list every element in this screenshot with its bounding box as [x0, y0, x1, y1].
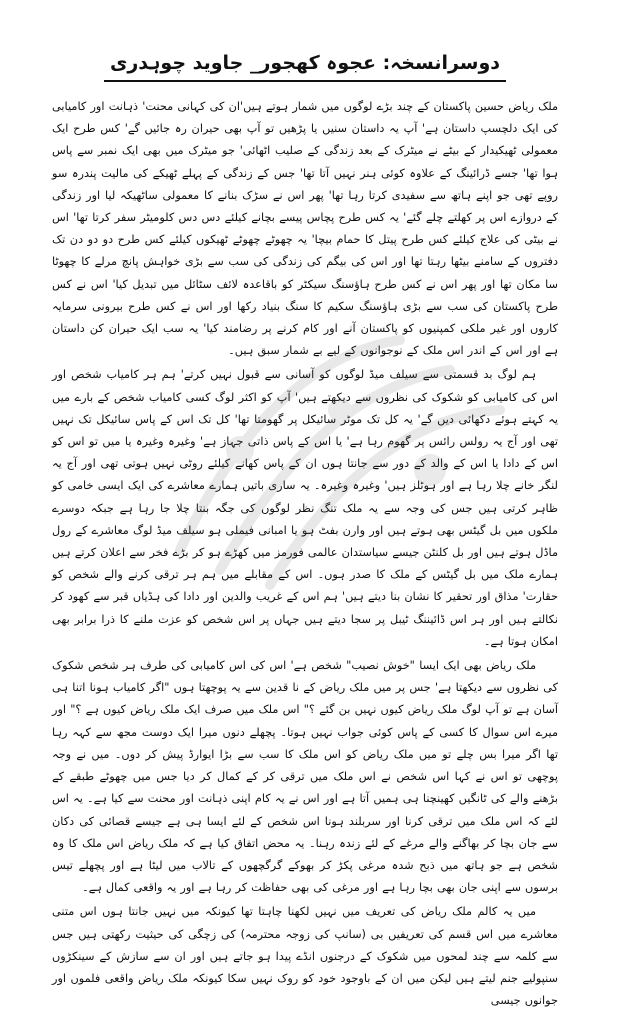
article-title-text: دوسرانسخہ: عجوہ کھجور_ جاوید چوہدری — [104, 48, 506, 82]
paragraph-1: ملک ریاض حسین پاکستان کے چند بڑے لوگوں میں شمار ہوتے ہیں'ان کی کہانی محنت' ذہانت اور کامیابی کی ایک دلچسپ داستان ہے' آپ یہ داستان سنیں یا پڑھیں تو آپ بھی حیران رہ جائیں گے' کس طرح ایک معمولی ٹھیکیدار کے بیٹے نے میٹرک کے بعد زندگی کے صلیب اٹھائی' جو میٹرک میں بھی ایک نمبر سے پاس ہوا تھا' جسے ڈرائینگ کے علاوہ کوئی ہنر نہیں آتا تھا' جس کے زندگی کے پہلے ٹھیکے کی مالیت پندرہ سو روپے تھی جو اپنے ہاتھ سے سفیدی کرتا رہا تھا' پھر اس نے سڑک بنانے کا معمولی ساٹھیکہ لیا اور زندگی کے دروازے اس پر کھلتے چلے گئے' یہ کس طرح پچاس پیسے بچانے کیلئے دس دس کلومیٹر سفر کرتا تھا' اس نے بیٹی کی علاج کیلئے کس طرح پیتل کا حمام بیچا' یہ چھوٹے چھوٹے ٹھیکوں کیلئے کس طرح دو دو دن تک دفتروں کے سامنے بیٹھا رہتا تھا اور اس کی بیگم کی زندگی کی سب سے بڑی خواہش پانچ مرلے کا چھوٹا سا مکان تھا اور پھر اس نے کس طرح ہاؤسنگ سیکٹر کو باقاعدہ لائف سٹائل میں تبدیل کیا' اس نے کس طرح پاکستان کی سب سے بڑی ہاؤسنگ سکیم کا سنگ بنیاد رکھا اور اس نے کس طرح بیرونی سرمایہ کاروں اور غیر ملکی کمپنیوں کو پاکستان آنے اور کام کرنے پر رضامند کیا' یہ سب ایک حیران کن داستان ہے اور اس کے اندر اس ملک کے نوجوانوں کے لیے بے شمار سبق ہیں۔ — [52, 100, 558, 358]
paragraph-3: ملک ریاض بھی ایک ایسا "خوش نصیب" شخص ہے' اس کی اس کامیابی کی طرف ہر شخص شکوک کی نظروں سے دیکھتا ہے' جس پر میں ملک ریاض کے نا قدین سے یہ پوچھتا ہوں "اگر کامیاب ہونا اتنا ہی آسان ہے تو آپ لوگ ملک ریاض کیوں نہیں بن گئے ؟" اس ملک میں صرف ایک ملک ریاض کیوں ہے ؟" اور میرے اس سوال کا کسی کے پاس کوئی جواب نہیں ہوتا۔ پچھلے دنوں میرا ایک دوست مجھ سے کہہ رہا تھا اگر میرا بس چلے تو میں ملک ریاض کو اس ملک کا سب سے بڑا ایوارڈ پیش کر دوں۔ میں نے وجہ پوچھی تو اس نے کہا اس شخص نے اس ملک میں ترقی کر کے کمال کر دیا جس میں چھوٹے طبقے کے بڑھنے والے کی ٹانگیں کھینچنا ہی ہمیں آتا ہے اور اس نے یہ کام اپنی ذہانت اور محنت سے کیا ہے۔ یہ اس لئے کہ اس ملک میں ترقی کرنا اور سربلند ہونا اس شخص کے لئے ایسا ہی ہے جیسے قصائی کی دکان سے جان بچا کر بھاگنے والے مرغے کے لئے زندہ رہنا۔ یہ محض اتفاق کیا ہے کہ ملک ریاض اس ملک کا وہ شخص ہے جو ہاتھ میں ذبح شدہ مرغی پکڑ کر بھوکے گرگچھوں کے تالاب میں لیٹا ہے اور پچھلے تیس برسوں سے اپنی جان بھی بچا رہا ہے اور مرغی کی بھی حفاظت کر رہا ہے اور یہ واقعی کمال ہے۔ — [52, 659, 558, 895]
article-title — [52, 48, 558, 82]
paragraph-4: میں یہ کالم ملک ریاض کی تعریف میں نہیں لکھنا چاہتا تھا کیونکہ میں نہیں جانتا ہوں اس متنی معاشرے میں اس قسم کی تعریفیں بی (سانپ کی زوجہ محترمہ) کی زچگی کی حیثیت رکھتی ہیں جس سے کلمہ سے چند لمحوں میں شکوک کے درجنوں انڈے پیدا ہو جاتے ہیں اور ان سے سازش کے سینکڑوں سنپولیے جنم لیتے ہیں لیکن میں ان کے باوجود خود کو روک نہیں سکا کیونکہ ملک ریاض واقعی فلموں اور جوانوں جیسی — [52, 905, 558, 1008]
paragraph-2: ہم لوگ بد قسمتی سے سیلف میڈ لوگوں کو آسانی سے قبول نہیں کرتے' ہم ہر کامیاب شخص اور اس کی کامیابی کو شکوک کی نظروں سے دیکھتے ہیں' آپ کو اکثر لوگ کسی کامیاب شخص کے بارے میں یہ کہتے ہوئے دکھائی دیں گے' یہ کل تک موٹر سائیکل پر گھومتا تھا' کل تک اس کے پاس سائیکل تک نہیں تھی اور آج یہ رولس رائس پر گھوم رہا ہے' یا اس کے پاس ذاتی جہاز ہے' وغیرہ وغیرہ یا میں تو اس کو اس کے دادا یا اس کے والد کے دور سے جانتا ہوں ان کے پاس کھانے کیلئے روٹی نہیں ہوتی تھی اور آج یہ لنگر خانے چلا رہا ہے اور ہوٹلز ہیں' وغیرہ وغیرہ۔ یہ ساری باتیں ہمارے معاشرے کی ایک ایسی خامی کو ظاہر کرتی ہیں جس کی وجہ سے یہ ملک تنگ نظر لوگوں کی جگہ بنتا چلا جا رہا ہے جبکہ دوسرے ملکوں میں بل گیٹس بھی ہوتے ہیں اور وارن بفٹ ہو یا امبانی فیملی ہو سیلف میڈ لوگ معاشرے کے رول ماڈل ہوتے ہیں اور بل کلنٹن جیسے سیاستدان عالمی فورمز میں کھڑے ہو کر بڑے فخر سے اعلان کرتے ہیں ہمارے ملک میں بل گیٹس کے ملک کا صدر ہوں۔ اس کے مقابلے میں ہم ہر ترقی کرنے والے شخص کو حقارت' مذاق اور تحقیر کا نشان بنا دیتے ہیں' ہم اس کے غریب والدین اور دادا کی ہڈیاں قبر سے کھود کر نکالتے ہیں اور ہر اس ڈائیننگ ٹیبل پر سجا دیتے ہیں جہاں پر اس شخص کو عزت ملنے کا ذرا برابر بھی امکان ہوتا ہے۔ — [52, 368, 558, 648]
